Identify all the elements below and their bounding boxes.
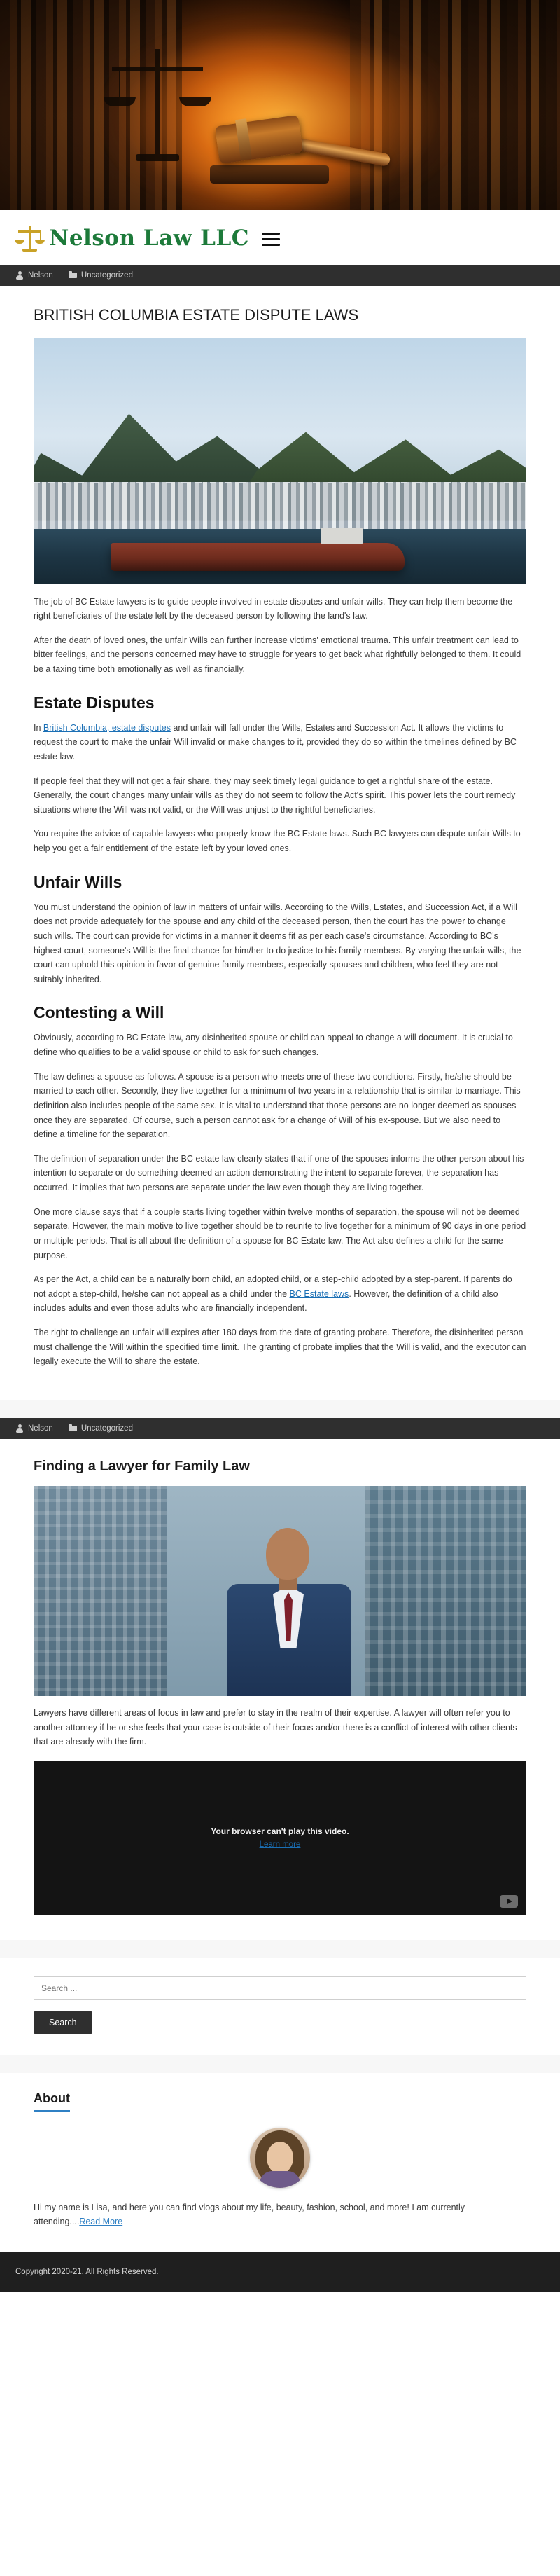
hamburger-menu-icon[interactable]: [262, 230, 280, 246]
post-article-2: [0, 1418, 560, 1940]
link-british-columbia-estate-disputes[interactable]: British Columbia, estate disputes: [43, 722, 171, 733]
hero-banner-image: [0, 0, 560, 210]
post-paragraph: The definition of separation under the BC estate law clearly states that if one of the spouses informs the other person about his intention to separate or do something deemed an action demonstrating the intent to separate forever, the separation has occurred. It implies that two persons are separate under the law even though they are living together.: [34, 1153, 524, 1193]
folder-icon: [69, 1424, 77, 1433]
search-widget: [0, 1958, 560, 2055]
youtube-icon[interactable]: [500, 1895, 518, 1908]
post-meta-bar: [0, 1418, 560, 1439]
section-heading-contesting-a-will: Contesting a Will: [34, 1003, 164, 1022]
video-player[interactable]: [34, 1761, 526, 1915]
avatar-container: [34, 2128, 526, 2188]
about-divider: [34, 2110, 70, 2112]
hero-vignette: [0, 0, 560, 210]
post-paragraph: Obviously, according to BC Estate law, any disinherited spouse or child can appeal to change a will document. It is crucial to define who qualifies to be a valid spouse or child to ask for such changes.: [34, 1033, 513, 1058]
user-icon: [15, 1424, 24, 1433]
post-paragraph: Lawyers have different areas of focus in law and prefer to stay in the realm of their expertise. A lawyer will often refer you to another attorney if he or she feels that your case is outside of their focus and/or there is a conflict of interest with other clients that are already with the firm.: [34, 1707, 517, 1747]
post-article-1: [0, 265, 560, 1400]
avatar: [250, 2128, 310, 2188]
post-author[interactable]: [15, 1424, 53, 1433]
post-category-label: Uncategorized: [80, 1424, 133, 1433]
site-header: [0, 210, 560, 265]
search-input[interactable]: [34, 1976, 526, 2000]
post-paragraph: After the death of loved ones, the unfair Wills can further increase victims' emotional trauma. This unfair treatment can lead to bitter feelings, and the persons concerned may have to struggle for years to get back what rightfully belonged to them. It could be a taxing time both emotionally as well as financially.: [34, 635, 522, 675]
video-error-message: Your browser can't play this video.: [211, 1826, 349, 1836]
section-heading-unfair-wills: Unfair Wills: [34, 872, 122, 891]
folder-icon: [69, 271, 77, 280]
user-icon: [15, 271, 24, 280]
scales-logo-icon: [15, 223, 43, 254]
about-text-body: Hi my name is Lisa, and here you can find vlogs about my life, beauty, fashion, school, and more! I am currently attending....: [34, 2202, 465, 2226]
post-category[interactable]: [69, 271, 133, 280]
post-paragraph: If people feel that they will not get a fair share, they may seek timely legal guidance to get a rightful share of the estate. Generally, the court changes many unfair wills as they do not seem to follow the Act's spirit. This power lets the court remedy situations where the Will was not valid, or the Will was unjust to the rightful beneficiaries.: [34, 776, 516, 815]
search-button[interactable]: Search: [34, 2011, 92, 2034]
about-heading: About: [34, 2091, 70, 2105]
post-meta-bar: [0, 265, 560, 286]
post-title-family-law: Finding a Lawyer for Family Law: [34, 1458, 250, 1474]
vancouver-photo: [34, 338, 526, 584]
post-author-label: Nelson: [28, 1424, 53, 1433]
section-heading-estate-disputes: Estate Disputes: [34, 693, 155, 712]
about-text: [34, 2200, 526, 2229]
post-paragraph: The law defines a spouse as follows. A spouse is a person who meets one of these two conditions. Firstly, he/she should be married to each other. Secondly, they live together for a minimum of two years in a relationship that is similar to marriage. This definition also includes people of the same sex. It is vital to understand that those persons are no longer deemed as spouses once they are separated. Of course, such a person cannot ask for a change of Will of his ex-spouse. But we also need to define a timeline for the separation.: [34, 1071, 521, 1140]
read-more-link[interactable]: Read More: [79, 2216, 123, 2226]
post-body-1: [0, 286, 560, 1400]
post-body-2: [0, 1439, 560, 1940]
post-paragraph: The job of BC Estate lawyers is to guide people involved in estate disputes and unfair wills. They can help them become the right beneficiaries of the estate left by the deceased person by following the land's law.: [34, 596, 513, 621]
footer-copyright: Copyright 2020-21. All Rights Reserved.: [15, 2267, 159, 2276]
post-category-label: Uncategorized: [80, 271, 133, 280]
site-brand[interactable]: [15, 223, 249, 254]
video-learn-more-link[interactable]: Learn more: [259, 1840, 301, 1849]
lawyer-photo: [34, 1486, 526, 1696]
site-title: Nelson Law LLC: [49, 226, 249, 251]
post-paragraph: One more clause says that if a couple starts living together within twelve months of separation, the spouse will not be deemed separate. However, the main motive to live together should be to reunite to live together for a minimum of 90 days in one period or multiple periods. That is all about the definition of a spouse for BC Estate law. The Act also defines a child for the same purpose.: [34, 1206, 526, 1260]
page-title: BRITISH COLUMBIA ESTATE DISPUTE LAWS: [34, 306, 359, 324]
link-bc-estate-laws[interactable]: BC Estate laws: [289, 1288, 349, 1299]
post-paragraph: You must understand the opinion of law in matters of unfair wills. According to the Wills, Estates, and Succession Act, if a Will does not provide adequately for the spouse and any child of the deceased person, then the court has the power to change such wills. The court can provide for victims in a manner it deems fit as per each case's circumstance. According to BC's highest court, someone's Will is the final chance for him/her to do justice to his family members. By varying the unfair wills, the court can uphold this opinion in favor of genuine family members, especially spouses and children, who feel they are not suitably inherited.: [34, 902, 522, 984]
post-paragraph: You require the advice of capable lawyers who properly know the BC Estate laws. Such BC lawyers can dispute unfair Wills to help you get a fair entitlement of the estate left by your loved ones.: [34, 829, 521, 854]
site-footer: [0, 2252, 560, 2292]
post-author-label: Nelson: [28, 271, 53, 280]
post-author[interactable]: [15, 271, 53, 280]
post-category[interactable]: [69, 1424, 133, 1433]
post-paragraph: The right to challenge an unfair will expires after 180 days from the date of granting probate. Therefore, the disinherited person must challenge the Will within the specified time limit. The granting of probate implies that the Will is valid, and the executor can legally execute the Will to share the estate.: [34, 1328, 526, 1367]
post-paragraph: In British Columbia, estate disputes and unfair will fall under the Wills, Estates and Succession Act. It allows the victims to request the court to make the unfair Will invalid or make changes to it, provided they do so within the timelines defined by BC estate law.: [34, 722, 517, 762]
about-widget: [0, 2073, 560, 2252]
post-paragraph: As per the Act, a child can be a naturally born child, an adopted child, or a step-child adopted by a step-parent. If parents do not adopt a step-child, he/she can not appeal as a child under the BC Estate laws. However, the definition of a child also includes adults and even those adults who are financially independent.: [34, 1274, 512, 1314]
